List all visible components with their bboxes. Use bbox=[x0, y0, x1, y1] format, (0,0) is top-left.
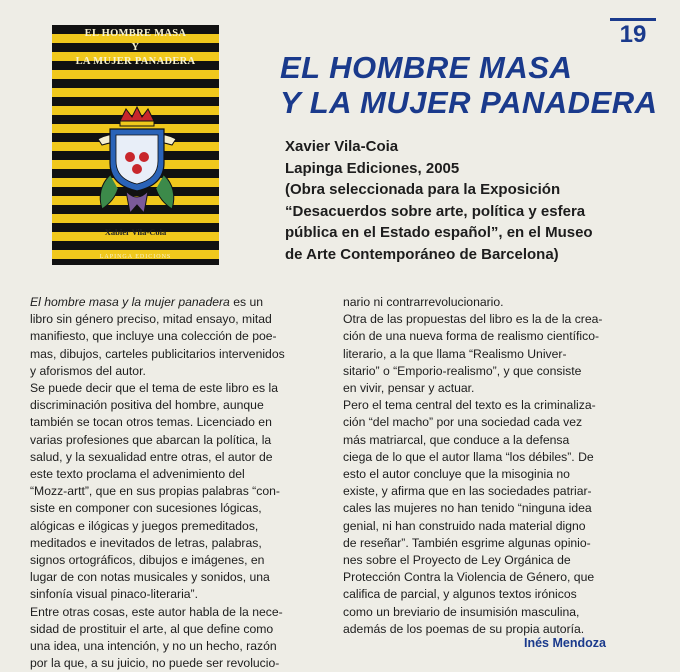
headline-line: EL HOMBRE MASA bbox=[280, 50, 573, 85]
text-line: signos ortográficos, dibujos e imágenes, en bbox=[30, 553, 265, 568]
text-line: Otra de las propuestas del libro es la de la crea- bbox=[343, 312, 603, 327]
cover-author: Xabier Vila-Coia bbox=[104, 227, 167, 237]
article-byline: Inés Mendoza bbox=[524, 636, 606, 650]
paragraph bbox=[343, 397, 643, 638]
text-line: Pero el tema central del texto es la criminaliza- bbox=[343, 398, 596, 413]
article-column-left bbox=[30, 294, 330, 672]
text-line: literario, a la que llama “Realismo Univer- bbox=[343, 346, 567, 361]
text-line: ción de una nueva forma de realismo científico- bbox=[343, 329, 600, 344]
cover-title bbox=[52, 27, 219, 69]
cover-publisher: LAPINGA EDICIONS bbox=[99, 254, 172, 260]
text-line: sinfonía visual pinaco-literaria”. bbox=[30, 587, 198, 602]
text-line: mas, dibujos, carteles publicitarios intervenidos bbox=[30, 346, 285, 361]
book-info bbox=[285, 136, 665, 265]
book-title-italic: El hombre masa y la mujer panadera bbox=[30, 295, 230, 309]
paragraph bbox=[343, 311, 643, 397]
text-line: salud, y la sexualidad entre otras, el autor de bbox=[30, 449, 273, 464]
text-line: ciega de lo que el autor llama “los débiles”. De bbox=[343, 449, 594, 464]
exhibition-note: “Desacuerdos sobre arte, política y esfera bbox=[285, 202, 586, 220]
article-column-right bbox=[343, 294, 643, 638]
text-line: como un breviario de insumisión masculina, bbox=[343, 604, 580, 619]
paragraph bbox=[30, 294, 330, 380]
text-line: de reseñar”. También esgrime algunas opinio- bbox=[343, 535, 591, 550]
text-line: más matriarcal, que conduce a la defensa bbox=[343, 432, 570, 447]
paragraph bbox=[30, 604, 330, 672]
text-line: este texto proclama el advenimiento del bbox=[30, 467, 245, 482]
book-author: Xavier Vila-Coia bbox=[285, 138, 399, 155]
text-line: meditados e inevitados de letras, palabras, bbox=[30, 535, 262, 550]
cover-title-line: Y bbox=[131, 42, 140, 53]
text-line: una idea, una intención, y no un hecho, razón bbox=[30, 639, 277, 654]
paragraph bbox=[30, 380, 330, 604]
text-line: “Mozz-artt”, que en sus propias palabras “con- bbox=[30, 484, 280, 499]
text-line: genial, ni han construido nada material digno bbox=[343, 518, 586, 533]
paragraph bbox=[343, 294, 643, 311]
text-line: califica de parcial, y algunos textos irónicos bbox=[343, 587, 577, 602]
text-line: por la que, a su juicio, no puede ser revolucio- bbox=[30, 656, 280, 671]
mermaid-emblem-icon bbox=[92, 105, 182, 217]
cover-title-line: EL HOMBRE MASA bbox=[84, 28, 187, 39]
text-line: ción “del macho” por una sociedad cada vez bbox=[343, 415, 583, 430]
text-line: Se puede decir que el tema de este libro es la bbox=[30, 381, 278, 396]
text-line: sidad de prostituir el arte, al que define como bbox=[30, 621, 274, 636]
text-line: sitario” o “Emporio-realismo”, y que consiste bbox=[343, 363, 582, 378]
article-headline bbox=[280, 50, 670, 120]
page-number: 19 bbox=[610, 18, 656, 47]
text-line: siste en componer con sucesiones lógicas, bbox=[30, 501, 262, 516]
exhibition-note: de Arte Contemporáneo de Barcelona) bbox=[285, 245, 559, 263]
text-line: y aforismos del autor. bbox=[30, 363, 146, 378]
text-line: nes sobre el Proyecto de Ley Orgánica de bbox=[343, 553, 571, 568]
text-line: libro sin género preciso, mitad ensayo, mitad bbox=[30, 312, 272, 327]
text-line: alógicas e ilógicas y juegos premeditados, bbox=[30, 518, 259, 533]
text-line: cales las mujeres no han tenido “ninguna idea bbox=[343, 501, 592, 516]
text-line: discriminación positiva del hombre, aunque bbox=[30, 398, 264, 413]
text-line: existe, y afirma que en las sociedades patriar- bbox=[343, 484, 592, 499]
text-line: lugar de con notas musicales y sonidos, una bbox=[30, 570, 270, 585]
exhibition-note: (Obra seleccionada para la Exposición bbox=[285, 181, 561, 198]
text-line: es un bbox=[229, 295, 264, 309]
cover-title-line: LA MUJER PANADERA bbox=[75, 56, 196, 67]
text-line: además de los poemas de su propia autoría. bbox=[343, 621, 585, 636]
text-line: Entre otras cosas, este autor habla de la nece- bbox=[30, 604, 283, 619]
book-publisher: Lapinga Ediciones, 2005 bbox=[285, 159, 460, 177]
headline-line: Y LA MUJER PANADERA bbox=[280, 85, 658, 120]
text-line: varias profesiones que abarcan la política, la bbox=[30, 432, 272, 447]
book-cover bbox=[52, 25, 219, 265]
text-line: también se tocan otros temas. Licenciado en bbox=[30, 415, 272, 430]
text-line: manifiesto, que incluye una colección de poe- bbox=[30, 329, 277, 344]
text-line: Protección Contra la Violencia de Género, que bbox=[343, 570, 595, 585]
text-line: nario ni contrarrevolucionario. bbox=[343, 295, 504, 309]
exhibition-note: pública en el Estado español”, en el Museo bbox=[285, 224, 593, 241]
text-line: esto el autor concluye que la misoginia no bbox=[343, 467, 570, 482]
text-line: en vivir, pensar y actuar. bbox=[343, 381, 475, 396]
